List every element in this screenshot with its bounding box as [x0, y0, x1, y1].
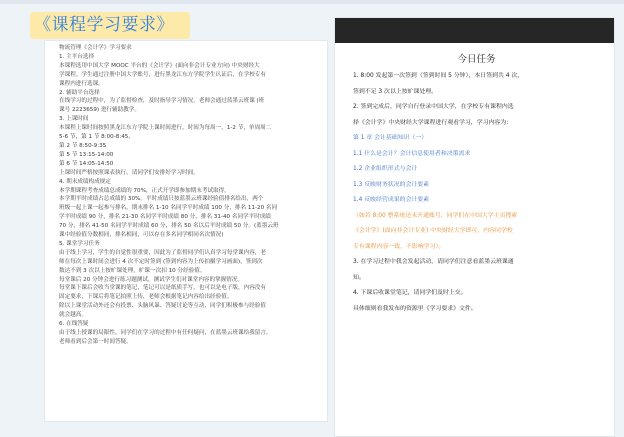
document-line: 课程内进行选课。	[59, 80, 104, 87]
document-line: 5-6 节，第 1 节 8:00-8:45,	[59, 134, 131, 141]
task-line: 专有课程内容一致，不影响学习）。	[353, 243, 445, 250]
task-line: 1.1 什么是会计？会计信息使用者和决策需求	[353, 150, 471, 157]
today-tasks-document	[334, 17, 615, 437]
document-line: 第 5 节 13:15-14:00	[59, 151, 114, 158]
document-line: 6. 在线答疑	[59, 321, 89, 328]
document-line: 课中经验值分数相同，排名相同，可以存在多名同学相同名次情况)	[59, 232, 224, 239]
today-tasks-title: 今日任务	[457, 54, 496, 65]
document-line: 上课时间严格按照课表执行，请同学们安排好学习时间。	[59, 169, 199, 176]
top-divider	[0, 0, 624, 4]
task-line: 3. 在学习过程中我会发起活动，请同学们注意看蓝墨云班课通	[353, 259, 514, 265]
task-line: 择《会计学》中央财经大学课程进行观看学习，学习内容为：	[353, 119, 513, 126]
document-line: 固定要求，下课后将笔记拍照上传，老师会根据笔记内容给出经验值。	[59, 294, 233, 301]
document-line: 每堂课下课后会收当堂课的笔记，笔记可以是纸质手写，也可以是电子版，内容没有	[59, 285, 266, 292]
document-line: 1. 主平台选择	[59, 53, 95, 60]
document-line: 老师看到后会第一时间答疑。	[59, 338, 132, 345]
task-line: （如若 8:00 整系统还未开通账号，同学们在中国大学主页搜索	[353, 212, 518, 219]
document-line: 师在每次上课时间会进行 4 次不定时签到 (签到内容为上传拍摄学习画面)，签到次	[59, 258, 263, 265]
document-line: 在线学习的过程中，为了监督检查，及时指导学习情况，老师会通过蓝墨云班课 (班	[59, 98, 265, 105]
task-list	[353, 69, 600, 317]
task-line: 签到不足 3 次以上按旷课处理。	[353, 88, 438, 95]
document-line: 3. 上课时间	[59, 116, 89, 123]
document-line: 学课程。学生通过注册中国大学账号，进行黑龙江东方学院学生认证后，在学校专有	[59, 71, 266, 78]
document-line: 5. 课堂学习任务	[59, 240, 100, 247]
course-requirements-title: 《课程学习要求》	[30, 12, 190, 39]
task-line: 《会计学》(面向非会计专业) 中央财经大学即可，内容同学校	[353, 228, 513, 234]
task-line: 4. 下课后收课堂笔记，请同学们及时上交。	[353, 290, 467, 296]
document-line: 班级一起上课一起参与排名。期末排名 1-10 名同学平时成绩 100 分，排名 11-20 名同	[59, 205, 278, 212]
task-line: 1.3 反映财务状况的会计要素	[353, 181, 430, 188]
document-line: 由于线上授课的局限性，同学们在学习的过程中有任何疑问，在蓝墨云班课给我留言，	[59, 330, 272, 336]
document-line: 每堂课后 20 分钟会进行练习题测试，测试学生们对课堂内容的掌握情况。	[59, 276, 244, 283]
task-line: 具体细则看我发布的资源里《学习要求》文件。	[353, 305, 477, 312]
task-line: 1.2 企业组织形式与会计	[353, 166, 418, 172]
requirements-text	[45, 41, 327, 347]
task-line: 知。	[353, 274, 365, 281]
document-line: 数达不到 3 次以上按旷课处理，旷课一次扣 10 分经验值。	[59, 267, 206, 274]
document-line: 本课程上课时间按照黑龙江东方学院上课时间进行，时间为每周一，1-2 节，单周周二	[59, 125, 272, 132]
document-line: 物流管理《会计学》学习要求	[59, 45, 132, 51]
document-line: 第 2 节 8:50-9:35	[59, 142, 107, 149]
document-line: 本课程选用中国大学 MOOC 平台的《会计学》(面向非会计专业方向) 中央财经大	[59, 62, 260, 69]
task-line: 1. 8:00 发起第一次签到（签到时间 5 分钟），本日签到共 4 次，	[353, 73, 524, 79]
document-line: 课号 2223659) 进行辅助教学。	[59, 107, 140, 114]
task-line: 1.4 反映经营成果的会计要素	[353, 197, 430, 203]
document-line: 70 分，排名 41-50 名同学平时成绩 60 分，排名 50 名以后平时成绩 50 分。(蓝墨云班	[59, 223, 279, 230]
document-header-bar	[335, 18, 614, 43]
document-line: 就会越高。	[59, 312, 87, 319]
document-line: 第 6 节 14:05-14:50	[59, 160, 114, 167]
task-line: 第 1 章 会计基础知识（一）	[353, 135, 428, 141]
document-line: 2. 辅助平台选择	[59, 89, 100, 96]
document-line: 本学期平时成绩占总成绩的 30%。平时成绩只按蓝墨云班课经验值排名给出，两个	[59, 196, 264, 203]
document-line: 学平时成绩 90 分，排名 21-30 名同学平时成绩 80 分，排名 31-40 名同学平时成绩	[59, 214, 272, 221]
requirements-document	[44, 40, 328, 422]
document-line: 4. 期末成绩构成规定	[59, 178, 111, 185]
task-line: 2. 签到完成后，同学自行登录中国大学，在学校专有课程内选	[353, 104, 514, 110]
document-line: 由于线上学习，学生的自觉性很重要，因此为了监督同学们认真学习每堂课内容，老	[59, 249, 266, 256]
document-line: 除以上课堂活动外还会有投票、头脑风暴、答疑讨论等互动，同学们积极参与经验值	[59, 303, 266, 310]
document-line: 本学期课程考查成绩总成绩的 70%，正式开学即参加期末考试取得。	[59, 187, 230, 194]
